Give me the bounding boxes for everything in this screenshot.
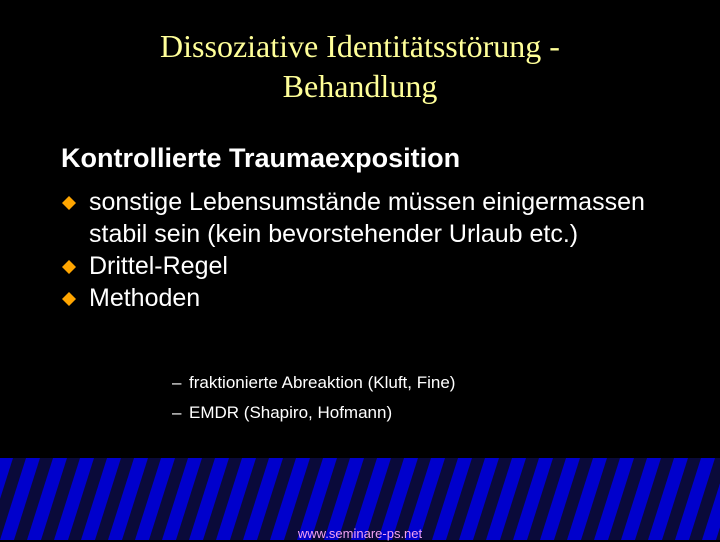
bullet-item — [60, 250, 700, 282]
bullet-text: Methoden — [89, 284, 201, 312]
subbullet-text: EMDR (Shapiro, Hofmann) — [189, 403, 393, 422]
diamond-bullet-icon — [62, 196, 76, 210]
subbullet-text: fraktionierte Abreaktion (Kluft, Fine) — [189, 373, 456, 392]
bullet-item — [60, 186, 700, 250]
subbullet-item — [172, 398, 672, 428]
slide-title-line-1: Dissoziative Identitätsstörung - — [160, 28, 560, 64]
bullet-item — [60, 282, 700, 314]
slide-title-line-2: Behandlung — [282, 68, 438, 104]
bullet-list — [60, 186, 700, 314]
dash-marker: – — [172, 403, 182, 422]
bullet-text: sonstige Lebensumstände müssen einigermassen stabil sein (kein bevorstehender Urlaub etc.) — [89, 188, 645, 248]
footer-url: www.seminare-ps.net — [297, 526, 423, 541]
diamond-bullet-icon — [62, 292, 76, 306]
section-subtitle: Kontrollierte Traumaexposition — [61, 143, 461, 173]
subbullet-list — [172, 368, 672, 428]
slide-title — [0, 26, 720, 106]
bullet-text: Drittel-Regel — [89, 252, 228, 280]
subbullet-item — [172, 368, 672, 398]
diamond-bullet-icon — [62, 260, 76, 274]
dash-marker: – — [172, 373, 182, 392]
